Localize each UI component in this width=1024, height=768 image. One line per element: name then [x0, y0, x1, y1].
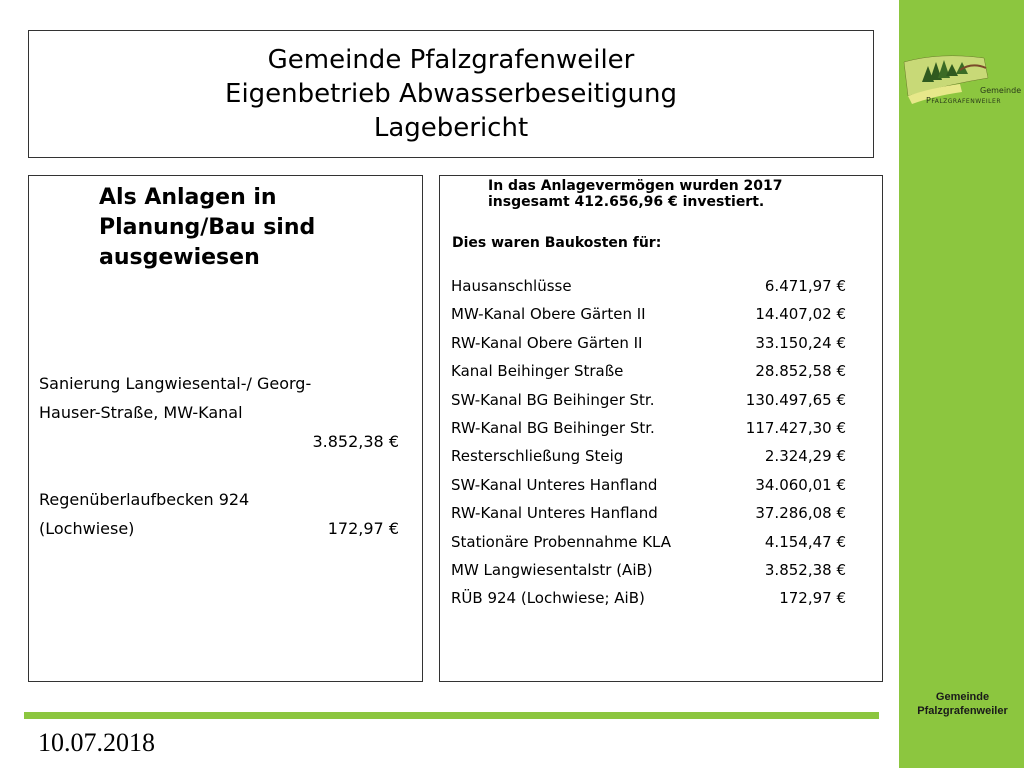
sidebar-footer: [905, 690, 1020, 718]
footer-date: 10.07.2018: [38, 728, 155, 757]
item2-line1: Regenüberlaufbecken 924: [39, 490, 250, 509]
item1-amount: 3.852,38 €: [312, 432, 399, 451]
cost-label: SW-Kanal BG Beihinger Str.: [451, 390, 655, 409]
cost-row: [451, 386, 846, 414]
cost-label: MW Langwiesentalstr (AiB): [451, 561, 653, 580]
intro-line2: insgesamt 412.656,96 € investiert.: [488, 194, 765, 210]
intro-line1: In das Anlagevermögen wurden 2017: [488, 178, 783, 194]
cost-list: [451, 272, 846, 613]
cost-row: [451, 329, 846, 357]
cost-amount: 117.427,30 €: [745, 419, 846, 438]
cost-label: Stationäre Probennahme KLA: [451, 532, 672, 551]
bottom-accent-bar: [24, 712, 879, 719]
municipality-logo: [900, 48, 1024, 118]
title-box: [28, 30, 874, 158]
left-panel-heading: [99, 183, 399, 273]
cost-row: [451, 300, 846, 328]
cost-label: Kanal Beihinger Straße: [451, 362, 624, 381]
sidebar-footer-line2: Pfalzgrafenweiler: [917, 705, 1008, 717]
cost-amount: 130.497,65 €: [745, 390, 846, 409]
title-line3: Lagebericht: [373, 113, 529, 143]
cost-label: RW-Kanal Unteres Hanfland: [451, 504, 658, 523]
cost-amount: 33.150,24 €: [755, 333, 846, 352]
cost-amount: 28.852,58 €: [755, 362, 846, 381]
cost-label: SW-Kanal Unteres Hanfland: [451, 475, 658, 494]
left-panel-body: [39, 369, 399, 543]
cost-label: Resterschließung Steig: [451, 447, 624, 466]
sidebar-footer-line1: Gemeinde: [935, 691, 990, 703]
cost-amount: 34.060,01 €: [755, 475, 846, 494]
title-line2: Eigenbetrieb Abwasserbeseitigung: [225, 79, 677, 109]
cost-row: [451, 556, 846, 584]
heading-line2: Planung/Bau sind: [99, 215, 316, 240]
heading-line1: Als Anlagen in: [99, 185, 277, 210]
cost-row: [451, 499, 846, 527]
investment-intro: [452, 178, 877, 210]
cost-row: [451, 442, 846, 470]
logo-text-pfalzgrafenweiler: Pfalzgrafenweiler: [926, 96, 1001, 105]
item1-line1: Sanierung Langwiesental-/ Georg-: [39, 374, 312, 393]
logo-text-gemeinde: Gemeinde: [980, 86, 1022, 95]
cost-row: [451, 272, 846, 300]
cost-row: [451, 528, 846, 556]
cost-amount: 6.471,97 €: [764, 277, 846, 295]
left-panel: [28, 175, 423, 682]
title-line1: Gemeinde Pfalzgrafenweiler: [267, 45, 635, 75]
cost-row: [451, 357, 846, 385]
cost-label: MW-Kanal Obere Gärten II: [451, 305, 646, 324]
right-panel: [439, 175, 883, 682]
cost-label: RÜB 924 (Lochwiese; AiB): [451, 589, 645, 608]
cost-amount: 172,97 €: [779, 589, 846, 608]
cost-amount: 3.852,38 €: [764, 561, 846, 580]
cost-row: [451, 414, 846, 442]
cost-label: Hausanschlüsse: [451, 277, 572, 295]
cost-amount: 37.286,08 €: [755, 504, 846, 523]
cost-label: RW-Kanal Obere Gärten II: [451, 333, 643, 352]
cost-row: [451, 471, 846, 499]
cost-amount: 14.407,02 €: [755, 305, 846, 324]
cost-row: [451, 584, 846, 612]
cost-label: RW-Kanal BG Beihinger Str.: [451, 419, 655, 438]
item2-row: [39, 514, 399, 543]
item2-amount: 172,97 €: [327, 519, 399, 538]
costs-subheading: Dies waren Baukosten für:: [452, 235, 662, 251]
item1-line2: Hauser-Straße, MW-Kanal: [39, 403, 243, 422]
cost-amount: 2.324,29 €: [764, 447, 846, 466]
item2-label: (Lochwiese): [39, 519, 135, 538]
cost-amount: 4.154,47 €: [764, 532, 846, 551]
heading-line3: ausgewiesen: [99, 245, 260, 270]
